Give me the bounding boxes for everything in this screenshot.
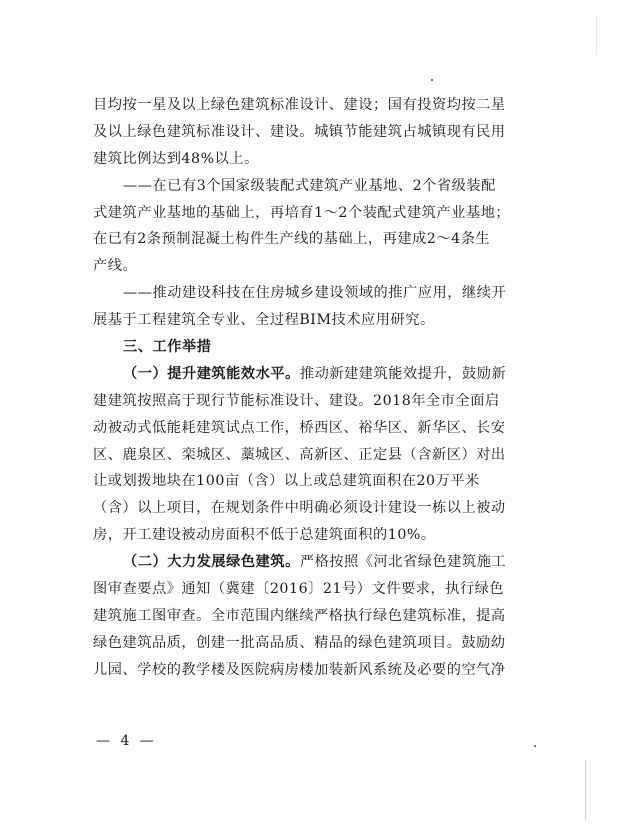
paragraph-line: 建筑比例达到48%以上。 xyxy=(93,150,259,167)
paragraph-line: 房，开工建设被动房面积不低于总建筑面积的10%。 xyxy=(93,527,436,544)
page-number: — 4 — xyxy=(96,733,157,749)
paragraph-line: 图审查要点》通知（冀建〔2016〕21号）文件要求，执行绿色 xyxy=(93,581,505,598)
paragraph-line: （含）以上项目，在规划条件中明确必须设计建设一栋以上被动 xyxy=(93,500,506,517)
paragraph-line xyxy=(93,361,557,388)
scan-edge-line xyxy=(596,15,597,55)
paragraph-line: ——推动建设科技在住房城乡建设领域的推广应用，继续开 xyxy=(123,285,507,302)
subheading-run: （一）提升建筑能效水平。 xyxy=(123,365,300,382)
subheading-run: （二）大力发展绿色建筑。 xyxy=(123,554,300,571)
paragraph-line: 建筑施工图审查。全市范围内继续严格执行绿色建筑标准，提高 xyxy=(93,607,506,624)
paragraph-line: 绿色建筑品质，创建一批高品质、精品的绿色建筑项目。鼓励幼 xyxy=(93,634,506,651)
paragraph-run: 严格按照《河北省绿色建筑施工 xyxy=(299,554,507,571)
paragraph-line: 产线。 xyxy=(93,258,138,275)
paragraph-line: 区、鹿泉区、栾城区、藁城区、高新区、正定县（含新区）对出 xyxy=(93,446,506,463)
paragraph-line: 儿园、学校的教学楼及医院病房楼加装新风系统及必要的空气净 xyxy=(93,661,506,678)
paragraph-line: 建建筑按照高于现行节能标准设计、建设。2018年全市全面启 xyxy=(93,392,500,409)
scan-speck xyxy=(431,79,433,81)
paragraph-line: 动被动式低能耗建筑试点工作，桥西区、裕华区、新华区、长安 xyxy=(93,419,506,436)
paragraph-run: 推动新建建筑能效提升，鼓励新 xyxy=(299,365,507,382)
paragraph-line: 让或划拨地块在100亩（含）以上或总建筑面积在20万平米 xyxy=(93,473,480,490)
body-text xyxy=(93,92,557,684)
paragraph-line: 在已有2条预制混凝土构件生产线的基础上，再建成2～4条生 xyxy=(93,231,491,248)
paragraph-line: ——在已有3个国家级装配式建筑产业基地、2个省级装配 xyxy=(123,177,496,194)
scan-edge-line xyxy=(585,760,586,820)
paragraph-line xyxy=(93,549,557,576)
paragraph-line: 及以上绿色建筑标准设计、建设。城镇节能建筑占城镇现有民用 xyxy=(93,123,506,140)
paragraph-line: 展基于工程建筑全专业、全过程BIM技术应用研究。 xyxy=(93,312,435,329)
paragraph-line: 式建筑产业基地的基础上，再培育1～2个装配式建筑产业基地； xyxy=(93,204,511,221)
section-heading: 三、工作举措 xyxy=(123,339,212,356)
paragraph-line: 目均按一星及以上绿色建筑标准设计、建设；国有投资均按二星 xyxy=(93,97,506,113)
scan-speck xyxy=(534,745,536,747)
